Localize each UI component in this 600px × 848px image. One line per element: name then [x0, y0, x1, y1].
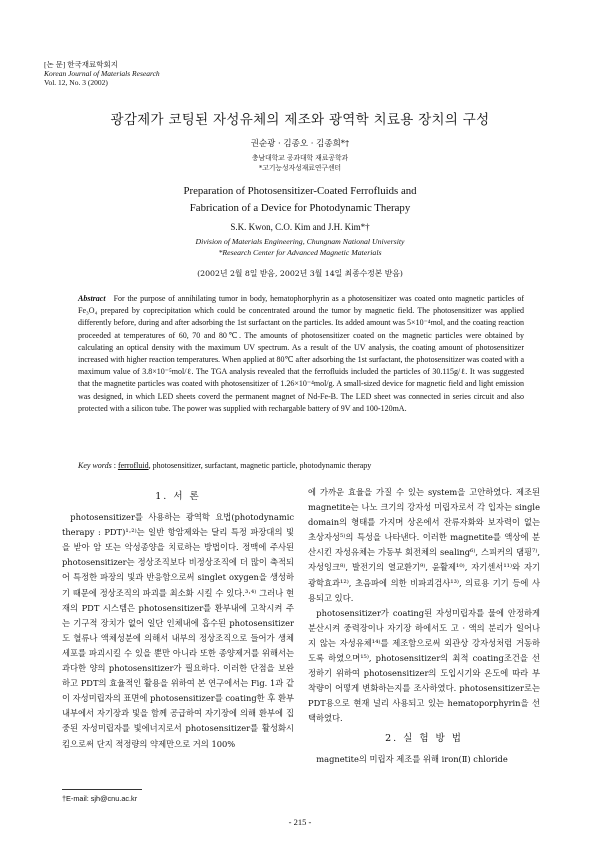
keywords-rest: , photosensitizer, surfactant, magnetic particle, photodynamic therapy: [148, 461, 372, 470]
english-title: [0, 183, 600, 217]
section-1-paragraph: photosensitizer를 사용하는 광역학 요법(photodynamic therapy : PDT)¹·²⁾는 일반 항암제와는 달리 특정 파장대의 빛을 받아 암 또는 악성종양을 치료하는 방법이다. 정맥에 주사된 photosensitizer는 정상조직보다 비정상조직에 더 많이 축적되어 특정한 파장의 빛과 반응함으로써 singlet oxygen을 생성하기 때문에 정상조직의 파괴를 최소화 시킬 수 있다.³·⁴⁾ 그러나 현재의 PDT 시스템은 photosensitizer를 환부내에 고착시켜 주는 기구적 장치가 없어 일단 인체내에 흡수된 photosensitizer도 혈류나 액체성분에 의해서 내부의 정상조직으로 들어가 생체세포를 파괴시킬 수 있을 뿐만 아니라 또한 종양제거를 위해서는 과다한 양의 photosensitizer가 필요하다. 이러한 단점을 보완하고 PDT의 효율적인 활용을 위하여 본 연구에서는 Fig. 1과 같이 자성미립자의 표면에 photosensitizer를 coating한 후 환부 내부에서 자기장과 빛을 함께 공급하여 자기장에 의해 환부에 집중된 자성미립자를 빛에너지로서 photosensitizer를 활성화시킴으로써 단지 적정량의 약제만으로 거의 100%: [62, 512, 294, 749]
english-affiliation-2: *Research Center for Advanced Magnetic Materials: [218, 248, 382, 257]
english-title-line-2: Fabrication of a Device for Photodynamic Therapy: [189, 202, 411, 214]
abstract: [78, 293, 524, 415]
english-affiliation-1: Division of Materials Engineering, Chungnam National University: [195, 237, 405, 246]
journal-name: Korean Journal of Materials Research: [44, 69, 160, 78]
footnote-divider: [62, 789, 142, 790]
section-2-heading: 2. 실 험 방 법: [385, 732, 463, 744]
abstract-label: Abstract: [78, 294, 106, 303]
left-column: [62, 485, 294, 752]
korean-title: 광감제가 코팅된 자성유체의 제조와 광역학 치료용 장치의 구성: [110, 112, 490, 128]
journal-label: [논 문] 한국재료학회지: [44, 60, 118, 69]
right-column: [308, 485, 540, 767]
keywords-label: Key words: [78, 461, 112, 470]
journal-header: [44, 60, 160, 87]
footnote-email: †E-mail: sjh@cnu.ac.kr: [62, 794, 138, 803]
right-paragraph-1: 에 가까운 효율을 가질 수 있는 system을 고안하였다. 제조된 magnetite는 나노 크기의 강자성 미립자로서 각 입자는 single domain의 형태를 가지며 상온에서 잔류자화와 보자력이 없는 초상자성⁵⁾의 특성을 나타낸다. 이러한 magnetite를 액상에 분산시킨 자성유체는 가동부 회전체의 sealing⁶⁾, 스피커의 댐핑⁷⁾, 자성잉크⁸⁾, 발전기의 열교환기⁹⁾, 윤활제¹⁰⁾, 자기센서¹¹⁾와 자기광학효과¹²⁾, 초음파에 의한 비파괴검사¹³⁾, 의료용 기기 등에 사용되고 있다.: [308, 487, 540, 603]
section-1-heading: 1. 서 론: [155, 491, 201, 502]
journal-volume: Vol. 12, No. 3 (2002): [44, 78, 108, 87]
english-title-line-1: Preparation of Photosensitizer-Coated Ferrofluids and: [183, 185, 417, 197]
keyword-first: ferrofluid: [117, 461, 149, 470]
page-number: - 215 -: [288, 817, 312, 827]
korean-authors: 권순광 · 김종오 · 김종희*†: [250, 139, 350, 149]
keywords: Key words : ferrofluid, photosensitizer, surfactant, magnetic particle, photodynamic therapy: [78, 461, 372, 470]
right-paragraph-2: photosensitizer가 coating된 자성미립자를 물에 안정하게 분산시켜 중력장이나 자기장 하에서도 고 · 액의 분리가 일어나지 않는 자성유체¹⁴⁾를 제조함으로써 외관상 강자성처럼 거동하도록 하였으며¹⁵⁾, photosensitizer의 최적 coating조건을 선정하기 위하여 photosensitizer의 도입시기와 온도에 따라 부착량이 어떻게 변화하는지를 조사하였다. photosensitizer로는 PDT용으로 현재 널리 사용되고 있는 hematoporphyrin을 선택하였다.: [308, 607, 540, 724]
english-authors: S.K. Kwon, C.O. Kim and J.H. Kim*†: [230, 222, 370, 232]
received-dates: (2002년 2월 8일 받음, 2002년 3월 14일 최종수정본 받음): [197, 269, 403, 278]
english-affiliations: [0, 236, 600, 258]
korean-affiliation-2: *고기능성자성재료연구센터: [258, 164, 342, 172]
abstract-text: For the purpose of annihilating tumor in body, hematophorphyrin as a photosensitizer was coated onto magnetic particles of Fe₃O₄ prepared by coprecipitation which could be concentrated around the tumor by magnetic field. The photosensitizer was applied differently before, during and after adsorbing the 1st surfactant on the particles. Its added amount was 5×10⁻⁴mol, and the coating reaction proceeded at temperatures of 60, 70 and 80℃. The amounts of photosensitizer coated on the magnetic particles were obtained by calculating an optical density with the maximum UV spectrum. As a result of the UV analysis, the coating amount of photosensitizer increased with higher reaction temperatures. When applied at 80℃ after adsorbing the 1st surfactant, the photosensitizer was coated with a maximum value of 3.8×10⁻⁵mol/ℓ. The TGA analysis revealed that the ferrofluids included the particles of 30.115g/ℓ. It was suggested that the magnetite particles was coated with photosensitizer of 1.26×10⁻⁴mol/g. A small-sized device for magnetic field and light emission was designed, in which LED sheets coverd the permanent magnet of Nd-Fe-B. The LED sheet was connected in series circuit and also protected with a silicon tube. The power was supplied with rechargable battery of 9V and 100-120mA.: [78, 294, 524, 413]
korean-affiliations: [0, 153, 600, 173]
korean-affiliation-1: 충남대학교 공과대학 재료공학과: [251, 154, 349, 162]
section-2-paragraph: magnetite의 미립자 제조를 위해 iron(Ⅱ) chloride: [316, 753, 508, 764]
